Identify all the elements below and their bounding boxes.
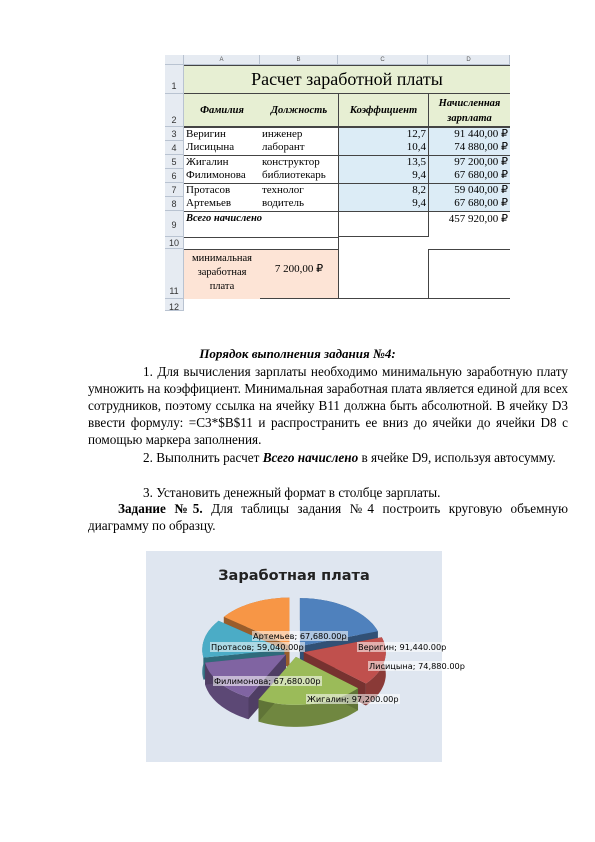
pie-svg bbox=[146, 551, 442, 762]
row-header: 11 bbox=[165, 249, 184, 299]
header-coefficient: Коэффициент bbox=[338, 94, 428, 127]
total-coef-empty bbox=[338, 211, 428, 237]
cell-name: Артемьев bbox=[186, 197, 232, 209]
row-header: 4 bbox=[165, 141, 184, 155]
data-label: Жигалин; 97,200.00р bbox=[307, 694, 399, 704]
row-header: 5 bbox=[165, 155, 184, 169]
row-header: 8 bbox=[165, 197, 184, 211]
step-1: 1. Для вычисления зарплаты необходимо минимальную заработную плату умножить на коэффициент. Минимальная заработная плата является единой для всех сотрудников, поэтому ссылка на ячейку B11 должна быть абсолютной. В ячейку D3 ввести формулу: =C3*$B$11 и распространить ее вниз до ячейки до ячейки D8 с помощью маркера заполнения. bbox=[88, 364, 568, 447]
chart-title: Заработная плата bbox=[218, 568, 370, 584]
cell-salary: 91 440,00 ₽ bbox=[428, 127, 510, 141]
data-label: Артемьев; 67,680.00р bbox=[253, 631, 347, 641]
cell-name: Филимонова bbox=[186, 169, 246, 181]
column-header-c: C bbox=[338, 55, 428, 65]
salary-spreadsheet bbox=[165, 55, 510, 311]
row-header: 3 bbox=[165, 127, 184, 141]
step-2-pre: 2. Выполнить расчет bbox=[143, 450, 263, 465]
cell-salary: 67 680,00 ₽ bbox=[428, 197, 510, 211]
cell-coef: 10,4 bbox=[338, 141, 428, 155]
total-value: 457 920,00 ₽ bbox=[428, 211, 510, 237]
data-label: Филимонова; 67,680.00р bbox=[214, 676, 321, 686]
header-surname: Фамилия bbox=[184, 94, 260, 127]
row-header: 7 bbox=[165, 183, 184, 197]
cell-position: конструктор bbox=[260, 155, 338, 169]
min-wage-value: 7 200,00 ₽ bbox=[260, 249, 338, 299]
cell-coef: 13,5 bbox=[338, 155, 428, 169]
cell-coef: 12,7 bbox=[338, 127, 428, 141]
cell-coef: 8,2 bbox=[338, 183, 428, 197]
row-header: 12 bbox=[165, 299, 184, 311]
row-11-c-empty bbox=[338, 237, 428, 299]
cell-coef: 9,4 bbox=[338, 169, 428, 183]
row-header: 6 bbox=[165, 169, 184, 183]
header-salary: Начисленная зарплата bbox=[428, 94, 510, 127]
step-2-bold: Всего начислено bbox=[262, 450, 359, 465]
step-2 bbox=[88, 449, 568, 466]
cell-salary: 97 200,00 ₽ bbox=[428, 155, 510, 169]
column-header-a: A bbox=[184, 55, 260, 65]
row-header: 2 bbox=[165, 94, 184, 127]
row-header: 1 bbox=[165, 65, 184, 94]
cell-name: Веригин bbox=[184, 127, 260, 141]
data-label: Лисицына; 74,880.00р bbox=[369, 661, 465, 671]
column-header-d: D bbox=[428, 55, 510, 65]
data-label: Протасов; 59,040.00р bbox=[211, 642, 304, 652]
cell-position: технолог bbox=[260, 183, 338, 197]
step-2-post: в ячейке D9, используя автосумму. bbox=[358, 450, 556, 465]
cell-name: Протасов bbox=[184, 183, 260, 197]
cell-position: инженер bbox=[260, 127, 338, 141]
row-header: 9 bbox=[165, 211, 184, 237]
task-5-text: Для таблицы задания №4 построить круговую объемную диаграмму по образцу. bbox=[88, 501, 569, 533]
cell-coef: 9,4 bbox=[338, 197, 428, 211]
corner-cell bbox=[165, 55, 184, 65]
row-11-d-empty bbox=[428, 249, 510, 299]
cell-position: лаборант bbox=[262, 141, 305, 153]
cell-position: водитель bbox=[262, 197, 304, 209]
total-label: Всего начислено bbox=[184, 211, 338, 237]
cell-name: Лисицына bbox=[186, 141, 235, 153]
cell-salary: 74 880,00 ₽ bbox=[428, 141, 510, 155]
procedure-heading: Порядок выполнения задания №4: bbox=[199, 346, 396, 361]
min-wage-label: минимальная заработная плата bbox=[184, 249, 260, 299]
column-header-b: B bbox=[260, 55, 338, 65]
row-header: 10 bbox=[165, 237, 184, 249]
step-3: 3. Установить денежный формат в столбце зарплаты. bbox=[143, 485, 441, 500]
cell-salary: 59 040,00 ₽ bbox=[428, 183, 510, 197]
cell-position: библиотекарь bbox=[262, 169, 326, 181]
task-5 bbox=[88, 500, 568, 534]
data-label: Веригин; 91,440.00р bbox=[358, 642, 447, 652]
salary-pie-chart bbox=[146, 551, 465, 762]
cell-salary: 67 680,00 ₽ bbox=[428, 169, 510, 183]
row-10-empty bbox=[184, 237, 338, 249]
cell-name: Жигалин bbox=[184, 155, 260, 169]
header-position: Должность bbox=[260, 94, 338, 127]
sheet-title: Расчет заработной платы bbox=[184, 65, 510, 94]
task-5-label: Задание №5. bbox=[118, 501, 203, 516]
